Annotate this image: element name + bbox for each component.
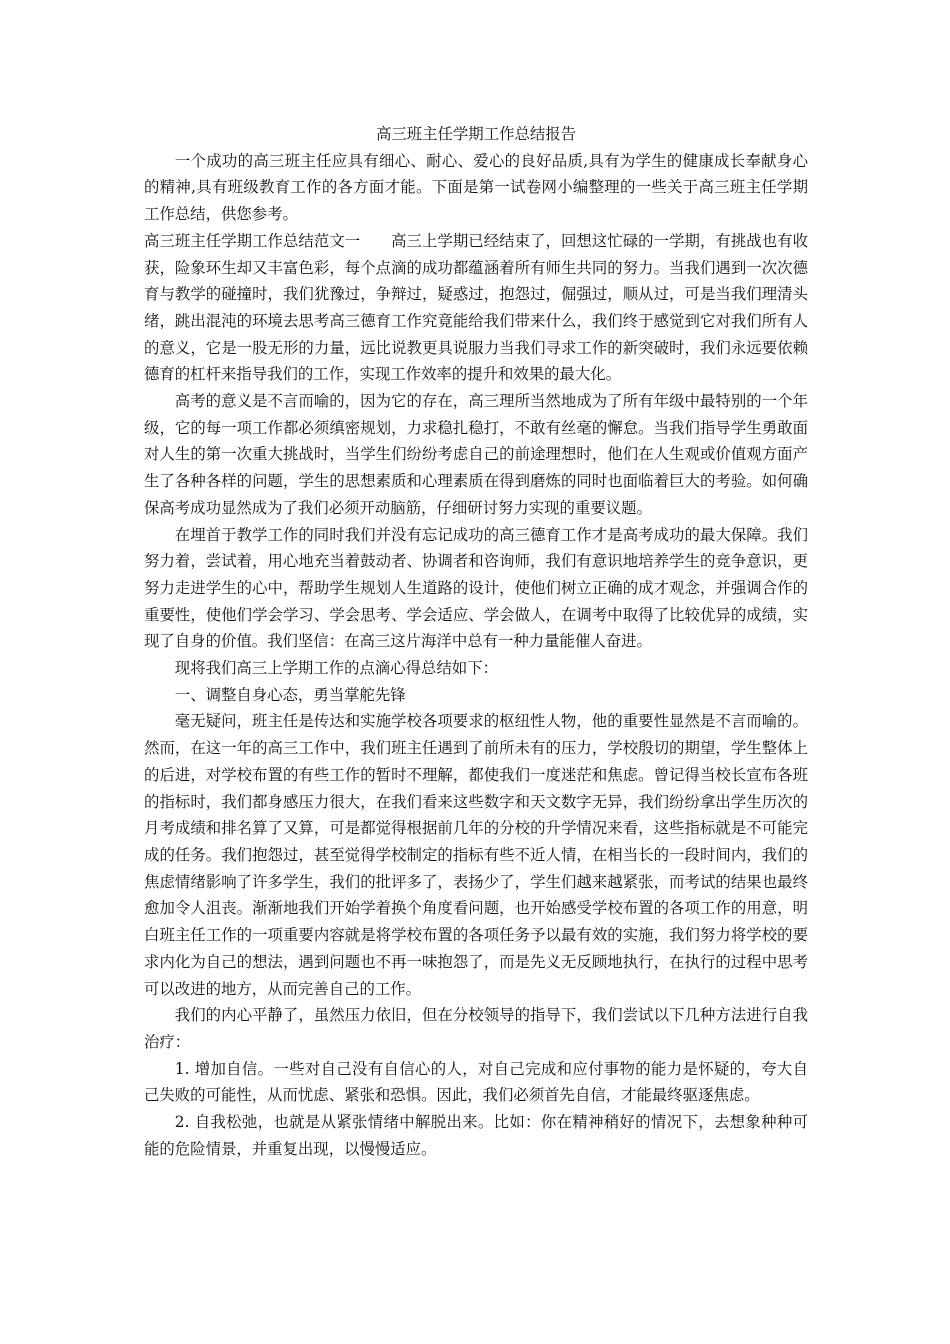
list-item-relaxation: 2. 自我松弛，也就是从紧张情绪中解脱出来。比如：你在精神稍好的情况下，去想象种种可能的危险情景，并重复出现，以慢慢适应。 (144, 1113, 808, 1158)
section-heading-one: 一、调整自身心态，勇当掌舵先锋 (174, 685, 406, 704)
paragraph-headteacher-role: 毫无疑问，班主任是传达和实施学校各项要求的枢纽性人物，他的重要性显然是不言而喻的。然而，在这一年的高三工作中，我们班主任遇到了前所未有的压力，学校殷切的期望，学生整体上的后进，对学校布置的有些工作的暂时不理解，都使我们一度迷茫和焦虑。曾记得当校长宣布各班的指标时，我们都身感压力很大，在我们看来这些数字和天文数字无异，我们纷纷拿出学生历次的月考成绩和排名算了又算，可是都觉得根据前几年的分校的升学情况来看，这些指标就是不可能完成的任务。我们抱怨过，甚至觉得学校制定的指标有些不近人情，在相当长的一段时间内，我们的焦虑情绪影响了许多学生，我们的批评多了，表扬少了，学生们越来越紧张，而考试的结果也最终愈加令人沮丧。渐渐地我们开始学着换个角度看问题，也开始感受学校布置的各项工作的用意，明白班主任工作的一项重要内容就是将学校布置的各项任务予以最有效的实施，我们努力将学校的要求内化为自己的想法，遇到问题也不再一味抱怨了，而是先义无反顾地执行，在执行的过程中思考可以改进的地方，从而完善自己的工作。 (144, 712, 808, 998)
document-title: 高三班主任学期工作总结报告 (375, 125, 577, 143)
paragraph-gaokao-meaning: 高考的意义是不言而喻的，因为它的存在，高三理所当然地成为了所有年级中最特别的一个年级，它的每一项工作都必须缜密规划，力求稳扎稳打，不敢有丝毫的懈怠。当我们指导学生勇敢面对人生的第一次重大挑战时，当学生们纷纷考虑自己的前途理想时，他们在人生观或价值观方面产生了各种各样的问题，学生的思想素质和心理素质在得到磨炼的同时也面临着巨大的考验。如何确保高考成功显然成为了我们必须开动脑筋，仔细研讨努力实现的重要议题。 (144, 392, 808, 517)
paragraph-sample-one: 高三班主任学期工作总结范文一 高三上学期已经结束了，回想这忙碌的一学期，有挑战也有收获，险象环生却又丰富色彩，每个点滴的成功都蕴涵着所有师生共同的努力。当我们遇到一次次德育与教学的碰撞时，我们犹豫过，争辩过，疑惑过，抱怨过，倔强过，顺从过，可是当我们理清头绪，跳出混沌的环境去思考高三德育工作究竟能给我们带来什么，我们终于感觉到它对我们所有人的意义，它是一股无形的力量，远比说教更具说服力当我们寻求工作的新突破时，我们永远要依赖德育的杠杆来指导我们的工作，实现工作效率的提升和效果的最大化。 (144, 231, 808, 384)
paragraph-intro: 一个成功的高三班主任应具有细心、耐心、爱心的良好品质,具有为学生的健康成长奉献身心的精神,具有班级教育工作的各方面才能。下面是第一试卷网小编整理的一些关于高三班主任学期工作总结，供您参考。 (144, 151, 808, 224)
paragraph-moral-education: 在埋首于教学工作的同时我们并没有忘记成功的高三德育工作才是高考成功的最大保障。我们努力着，尝试着，用心地充当着鼓动者、协调者和咨询师，我们有意识地培养学生的竞争意识，更努力走进学生的心中，帮助学生规划人生道路的设计，使他们树立正确的成才观念，并强调合作的重要性，使他们学会学习、学会思考、学会适应、学会做人，在调考中取得了比较优异的成绩，实现了自身的价值。我们坚信：在高三这片海洋中总有一种力量能催人奋进。 (144, 525, 808, 651)
paragraph-summary-intro: 现将我们高三上学期工作的点滴心得总结如下： (174, 659, 499, 678)
list-item-confidence: 1. 增加自信。一些对自己没有自信心的人，对自己完成和应付事物的能力是怀疑的，夸大自己失败的可能性，从而忧虑、紧张和恐惧。因此，我们必须首先自信，才能最终驱逐焦虑。 (144, 1059, 808, 1105)
paragraph-self-therapy: 我们的内心平静了，虽然压力依旧，但在分校领导的指导下，我们尝试以下几种方法进行自我治疗： (144, 1006, 808, 1051)
document-page (144, 121, 808, 1162)
